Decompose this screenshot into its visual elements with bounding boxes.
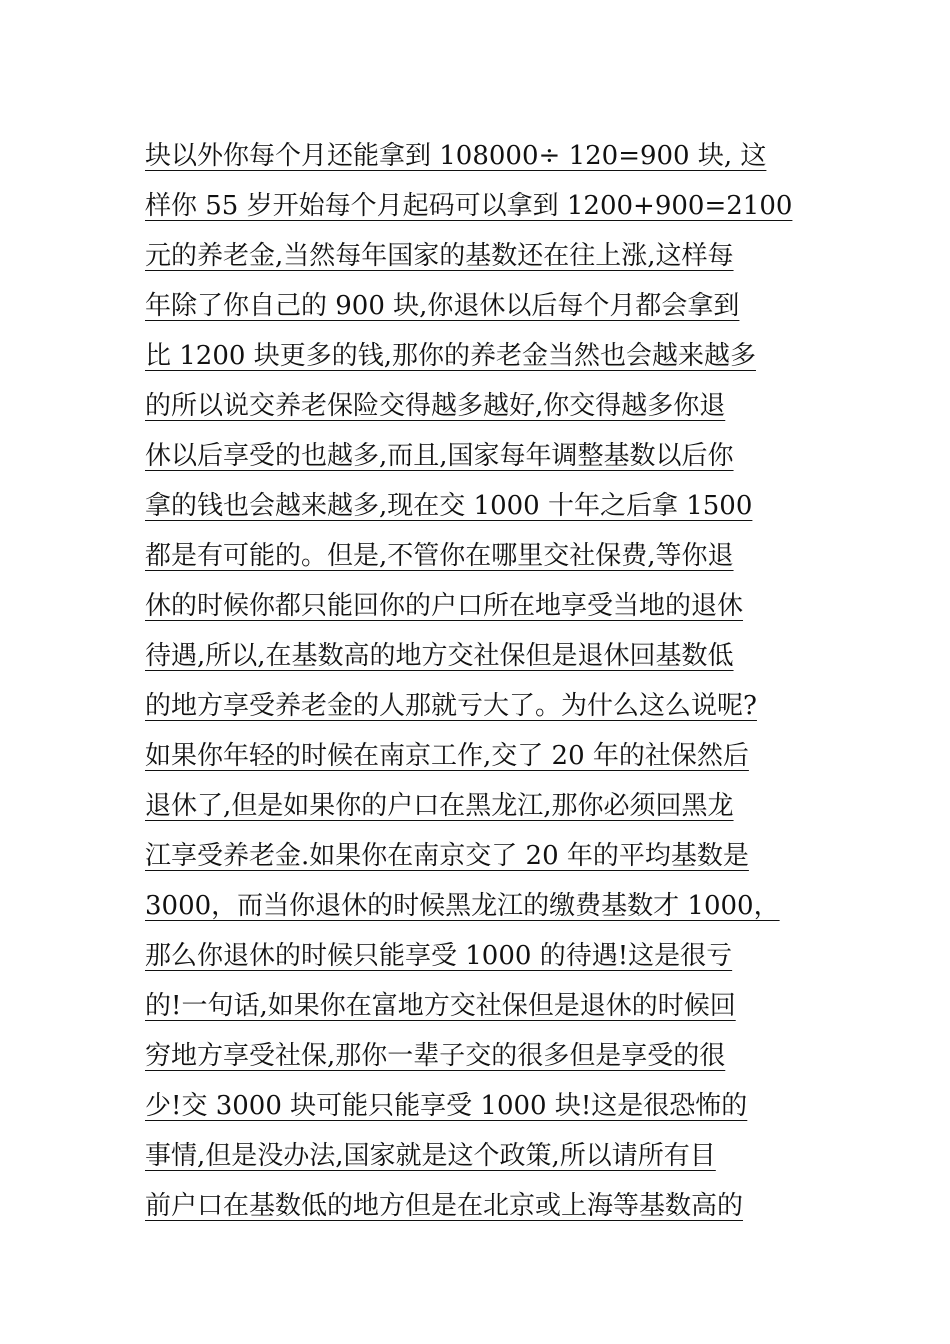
text-line-content: 拿的钱也会越来越多,现在交 1000 十年之后拿 1500 bbox=[145, 490, 753, 521]
text-line bbox=[145, 578, 825, 628]
text-line-content: 3000，而当你退休的时候黑龙江的缴费基数才 1000， bbox=[145, 890, 780, 921]
text-line bbox=[145, 1078, 825, 1128]
text-line bbox=[145, 878, 825, 928]
text-line bbox=[145, 1028, 825, 1078]
text-line-content: 比 1200 块更多的钱,那你的养老金当然也会越来越多 bbox=[145, 340, 756, 371]
text-line bbox=[145, 928, 825, 978]
text-line-content: 样你 55 岁开始每个月起码可以拿到 1200+900=2100 bbox=[145, 190, 793, 221]
text-line-content: 江享受养老金.如果你在南京交了 20 年的平均基数是 bbox=[145, 840, 749, 871]
text-line-content: 前户口在基数低的地方但是在北京或上海等基数高的 bbox=[145, 1190, 744, 1221]
text-line bbox=[145, 478, 825, 528]
text-line-content: 少!交 3000 块可能只能享受 1000 块!这是很恐怖的 bbox=[145, 1090, 748, 1121]
text-line bbox=[145, 1178, 825, 1228]
text-line-content: 的地方享受养老金的人那就亏大了。为什么这么说呢? bbox=[145, 690, 757, 721]
text-line bbox=[145, 278, 825, 328]
text-line bbox=[145, 328, 825, 378]
text-line bbox=[145, 778, 825, 828]
text-line-content: 休的时候你都只能回你的户口所在地享受当地的退休 bbox=[145, 590, 744, 621]
text-line-content: 元的养老金,当然每年国家的基数还在往上涨,这样每 bbox=[145, 240, 734, 271]
text-line bbox=[145, 528, 825, 578]
text-line bbox=[145, 678, 825, 728]
text-line-content: 都是有可能的。但是,不管你在哪里交社保费,等你退 bbox=[145, 540, 734, 571]
text-line-content: 穷地方享受社保,那你一辈子交的很多但是享受的很 bbox=[145, 1040, 726, 1071]
text-line-content: 的!一句话,如果你在富地方交社保但是退休的时候回 bbox=[145, 990, 736, 1021]
text-line bbox=[145, 128, 825, 178]
text-line-content: 休以后享受的也越多,而且,国家每年调整基数以后你 bbox=[145, 440, 734, 471]
text-line-content: 那么你退休的时候只能享受 1000 的待遇!这是很亏 bbox=[145, 940, 733, 971]
text-line bbox=[145, 428, 825, 478]
text-line-content: 待遇,所以,在基数高的地方交社保但是退休回基数低 bbox=[145, 640, 734, 671]
text-line-content: 的所以说交养老保险交得越多越好,你交得越多你退 bbox=[145, 390, 726, 421]
text-line bbox=[145, 628, 825, 678]
text-line-content: 块以外你每个月还能拿到 108000÷ 120=900 块, 这 bbox=[145, 140, 767, 171]
text-line-content: 退休了,但是如果你的户口在黑龙江,那你必须回黑龙 bbox=[145, 790, 734, 821]
text-line bbox=[145, 728, 825, 778]
text-line bbox=[145, 228, 825, 278]
text-line bbox=[145, 828, 825, 878]
text-line-content: 年除了你自己的 900 块,你退休以后每个月都会拿到 bbox=[145, 290, 740, 321]
body-text bbox=[145, 128, 825, 1228]
text-line bbox=[145, 978, 825, 1028]
text-line-content: 事情,但是没办法,国家就是这个政策,所以请所有目 bbox=[145, 1140, 716, 1171]
text-line-content: 如果你年轻的时候在南京工作,交了 20 年的社保然后 bbox=[145, 740, 749, 771]
text-line bbox=[145, 378, 825, 428]
text-line bbox=[145, 178, 825, 228]
text-line bbox=[145, 1128, 825, 1178]
